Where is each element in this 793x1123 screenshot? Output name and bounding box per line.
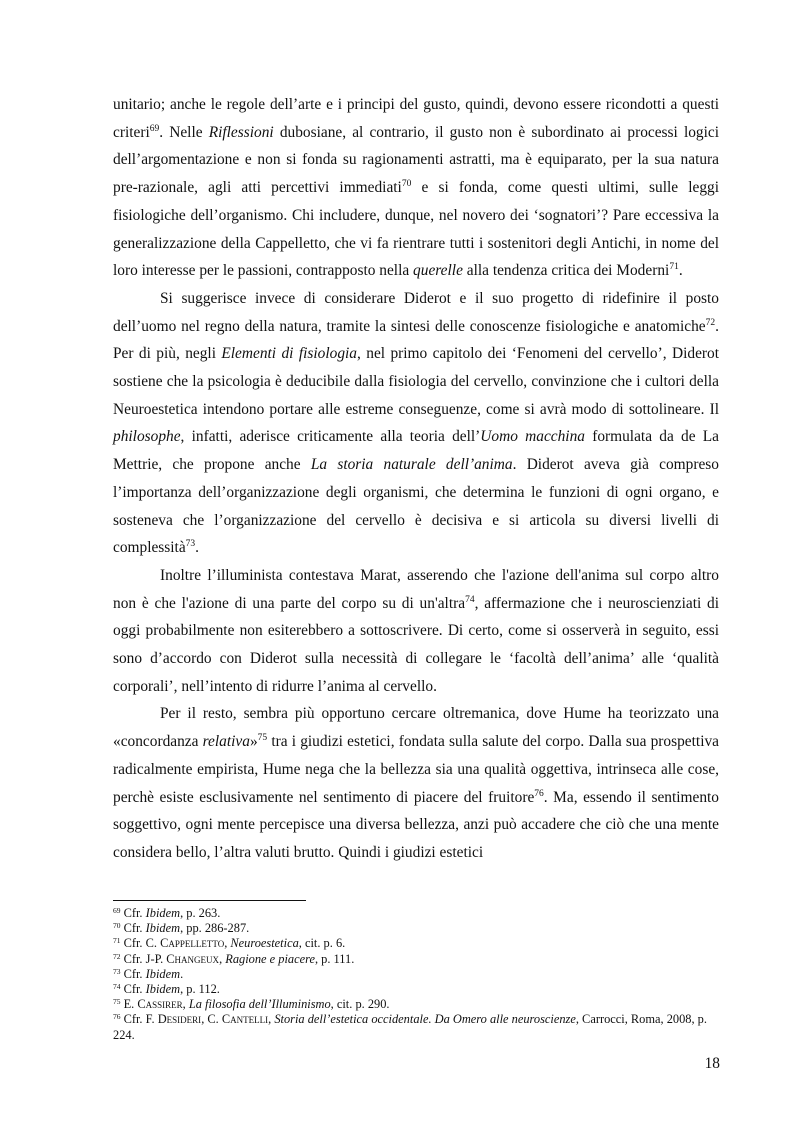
footnote-text: ,: [219, 951, 226, 966]
footnote-title: La filosofia dell’Illuminismo: [188, 997, 331, 1012]
text-run: dubosiane, al contrario, il gusto non è subordinato ai processi logici dell’argomentazione e non si fonda su ragionamenti astratti, ma è equiparato, per la sua natura pre-razionale, agli atti percettivi immediati: [113, 123, 719, 197]
footnote-text: Cfr. C.: [120, 936, 161, 951]
footnote-title: Neuroestetica: [230, 936, 299, 951]
footnote-text: , C.: [201, 1012, 222, 1027]
italic-text: relativa: [202, 733, 250, 751]
text-run: , infatti, aderisce criticamente alla teoria dell’: [180, 428, 481, 446]
paragraph-4: [113, 700, 719, 866]
footnote-75: [113, 997, 719, 1012]
footnote-text: , p. 112.: [180, 982, 220, 997]
footnote-text: , cit. p. 6.: [298, 936, 346, 951]
footnote-number: 72: [113, 951, 121, 961]
footnote-text: Cfr.: [120, 921, 146, 936]
text-run: Si suggerisce invece di considerare Diderot e il suo progetto di ridefinire il posto dell’uomo nel regno della natura, tramite la sintesi delle conoscenze fisiologiche e anatomiche: [113, 289, 719, 335]
footnote-ref-69[interactable]: 69: [149, 123, 160, 134]
italic-text: Uomo macchina: [480, 428, 585, 446]
footnote-title: Ibidem: [145, 966, 181, 981]
paragraph-3: [113, 562, 719, 701]
text-run: . Ma, essendo il sentimento soggettivo, ogni mente percepisce una diversa bellezza, anzi può accadere che ciò che una mente considera bello, l’altra valuti brutto. Quindi i giudizi estetici: [113, 788, 719, 861]
footnote-author: Cassirer: [137, 997, 183, 1012]
text-run: . Nelle: [159, 123, 209, 141]
footnote-title: Ibidem: [145, 906, 181, 920]
footnote-72: [113, 952, 719, 967]
footnote-text: ,: [224, 936, 231, 951]
text-run: .: [195, 539, 200, 557]
footnote-text: Cfr.: [120, 906, 146, 920]
paragraph-1: [113, 91, 719, 285]
footnote-separator: [113, 900, 306, 901]
text-run: , nel primo capitolo dei ‘Fenomeni del cervello’, Diderot sostiene che la psicologia è deducibile dalla fisiologia del cervello, convinzione che i cultori della Neuroestetica intendono portare alle estreme conseguenze, come si avrà modo di sottolineare. Il: [113, 345, 719, 418]
footnote-number: 73: [113, 966, 121, 976]
footnote-text: Cfr. F.: [120, 1012, 158, 1027]
footnote-74: [113, 982, 719, 997]
footnote-text: Cfr.: [120, 966, 146, 981]
italic-text: philosophe: [113, 428, 181, 446]
footnote-author: Cappelletto: [160, 936, 225, 951]
text-run: . Per di più, negli: [113, 317, 719, 363]
footnote-ref-71[interactable]: 71: [669, 262, 679, 273]
text-run: e si fonda, come questi ultimi, sulle leggi fisiologiche dell’organismo. Chi includere, dunque, nel novero dei ‘sognatori’? Pare eccessiva la generalizzazione della Cappelletto, che vi fa rientrare tutti i sostenitori degli Antichi, in nome del loro interesse per le passioni, contrapposto nella: [113, 179, 719, 280]
footnote-author: Desideri: [157, 1012, 202, 1027]
text-run: tra i giudizi estetici, fondata sulla salute del corpo. Dalla sua prospettiva radicalmente empirista, Hume nega che la bellezza sia una qualità oggettiva, intrinseca alle cose, perchè esiste esclusivamente nel sentimento di piacere del fruitore: [113, 733, 719, 806]
footnote-ref-70[interactable]: 70: [401, 179, 412, 190]
footnote-title: Ibidem: [145, 982, 181, 997]
footnote-76: [113, 1012, 719, 1042]
text-run: Inoltre l’illuminista contestava Marat, asserendo che l'azione dell'anima sul corpo altro non è che l'azione di una parte del corpo su di un'altra: [113, 566, 719, 612]
footnote-ref-74[interactable]: 74: [465, 594, 475, 605]
footnote-number: 69: [113, 906, 121, 915]
footnote-ref-76[interactable]: 76: [534, 788, 544, 799]
footnote-number: 70: [113, 921, 121, 931]
italic-text: La storia naturale dell’anima: [310, 456, 513, 474]
page-number: 18: [704, 1055, 720, 1072]
footnote-71: [113, 936, 719, 951]
italic-text: querelle: [413, 262, 463, 280]
footnote-text: , Carrocci, Roma, 2008, p. 224.: [113, 1012, 707, 1042]
footnote-ref-73[interactable]: 73: [185, 539, 196, 550]
footnote-text: E.: [120, 997, 138, 1012]
footnote-text: , p. 263.: [180, 906, 221, 920]
footnote-number: 75: [113, 997, 121, 1007]
text-run: . Diderot aveva già compreso l’importanza dell’organizzazione degli organismi, che determina le funzioni di ogni organo, e sosteneva che l’organizzazione del cervello è decisiva e si articola su diversi livelli di complessità: [113, 456, 719, 557]
footnote-73: [113, 967, 719, 982]
text-run: .: [678, 262, 683, 280]
text-run: alla tendenza critica dei Moderni: [462, 262, 670, 280]
body-text: [113, 91, 719, 867]
footnote-title: Storia dell’estetica occidentale. Da Omero alle neuroscienze: [274, 1012, 576, 1027]
footnote-number: 76: [113, 1012, 121, 1022]
text-run: , affermazione che i neuroscienziati di oggi probabilmente non esiterebbero a sottoscrivere. Di certo, come si osserverà in seguito, essi sono d’accordo con Diderot sulla necessità di collegare le ‘facoltà dell’anima’ alle ‘qualità corporali’, nell’intento di ridurre l’anima al cervello.: [113, 594, 719, 695]
footnote-title: Ragione e piacere: [225, 951, 315, 966]
text-run: »: [249, 733, 258, 751]
text-run: Per il resto, sembra più opportuno cercare oltremanica, dove Hume ha teorizzato una «concordanza: [113, 705, 719, 751]
footnote-number: 74: [113, 982, 121, 992]
footnote-text: Cfr.: [120, 982, 146, 997]
footnotes: [113, 906, 719, 1043]
footnote-text: , pp. 286-287.: [180, 921, 250, 936]
text-run: unitario; anche le regole dell’arte e i principi del gusto, quindi, devono essere ricondotti a questi criteri: [113, 96, 719, 141]
footnote-ref-75[interactable]: 75: [257, 733, 268, 744]
paragraph-2: [113, 285, 719, 562]
text-run: formulata da de La Mettrie, che propone anche: [113, 428, 719, 474]
footnote-number: 71: [113, 936, 121, 946]
italic-text: Elementi di fisiologia: [221, 345, 357, 363]
footnote-text: Cfr. J-P.: [120, 951, 167, 966]
footnote-title: Ibidem: [145, 921, 181, 936]
footnote-author: Changeux: [166, 951, 220, 966]
footnote-ref-72[interactable]: 72: [705, 317, 716, 328]
footnote-text: .: [180, 966, 184, 981]
footnote-author: Cantelli: [221, 1012, 269, 1027]
footnote-text: ,: [268, 1012, 275, 1027]
footnote-70: [113, 921, 719, 936]
italic-text: Riflessioni: [208, 123, 274, 141]
footnote-69: [113, 906, 719, 921]
footnote-text: ,: [182, 997, 189, 1012]
footnote-text: , p. 111.: [314, 951, 355, 966]
footnote-text: , cit. p. 290.: [330, 997, 390, 1012]
